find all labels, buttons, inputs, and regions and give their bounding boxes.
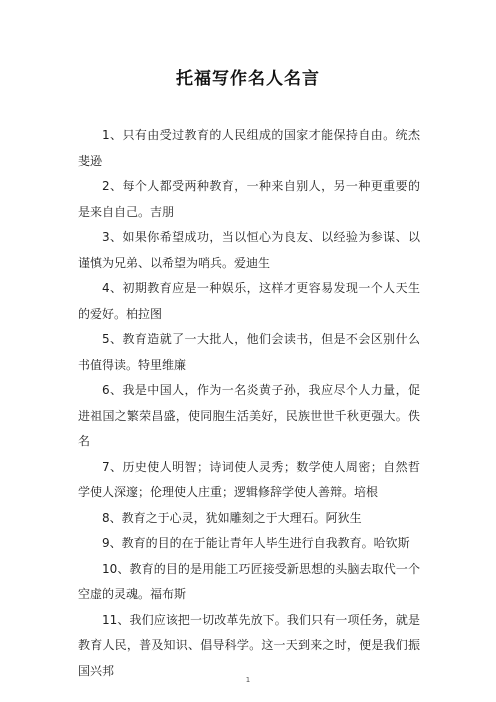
quote-paragraph: 6、我是中国人，作为一名炎黄子孙，我应尽个人力量，促进祖国之繁荣昌盛，使同胞生活美好，民族世世千秋更强大。佚名 — [78, 383, 420, 448]
page-title: 托福写作名人名言 — [176, 69, 320, 89]
quote-paragraph: 3、如果你希望成功，当以恒心为良友、以经验为参谋、以谨慎为兄弟、以希望为哨兵。爱迪生 — [78, 230, 420, 270]
quote-paragraph: 11、我们应该把一切改革先放下。我们只有一项任务，就是教育人民，普及知识、倡导科学。这一天到来之时，便是我们振国兴邦 — [78, 612, 420, 678]
page-number: 1 — [245, 676, 251, 684]
quote-paragraph: 5、教育造就了一大批人，他们会读书，但是不会区别什么书值得读。特里维廉 — [78, 332, 420, 372]
quote-paragraph: 10、教育的目的是用能工巧匠接受新思想的头脑去取代一个空虚的灵魂。福布斯 — [78, 561, 420, 601]
quote-paragraph: 2、每个人都受两种教育，一种来自别人，另一种更重要的是来自自己。吉朋 — [78, 179, 420, 219]
quote-paragraph: 8、教育之于心灵，犹如雕刻之于大理石。阿狄生 — [102, 510, 362, 525]
quote-paragraph: 9、教育的目的在于能让青年人毕生进行自我教育。哈钦斯 — [102, 536, 410, 550]
document-body — [78, 123, 420, 684]
quote-paragraph: 1、只有由受过教育的人民组成的国家才能保持自由。统杰斐逊 — [78, 128, 420, 168]
quote-paragraph: 4、初期教育应是一种娱乐，这样才更容易发现一个人天生的爱好。柏拉图 — [78, 281, 420, 321]
quote-paragraph: 7、历史使人明智；诗词使人灵秀；数学使人周密；自然哲学使人深邃；伦理使人庄重；逻辑修辞学使人善辩。培根 — [78, 459, 420, 499]
